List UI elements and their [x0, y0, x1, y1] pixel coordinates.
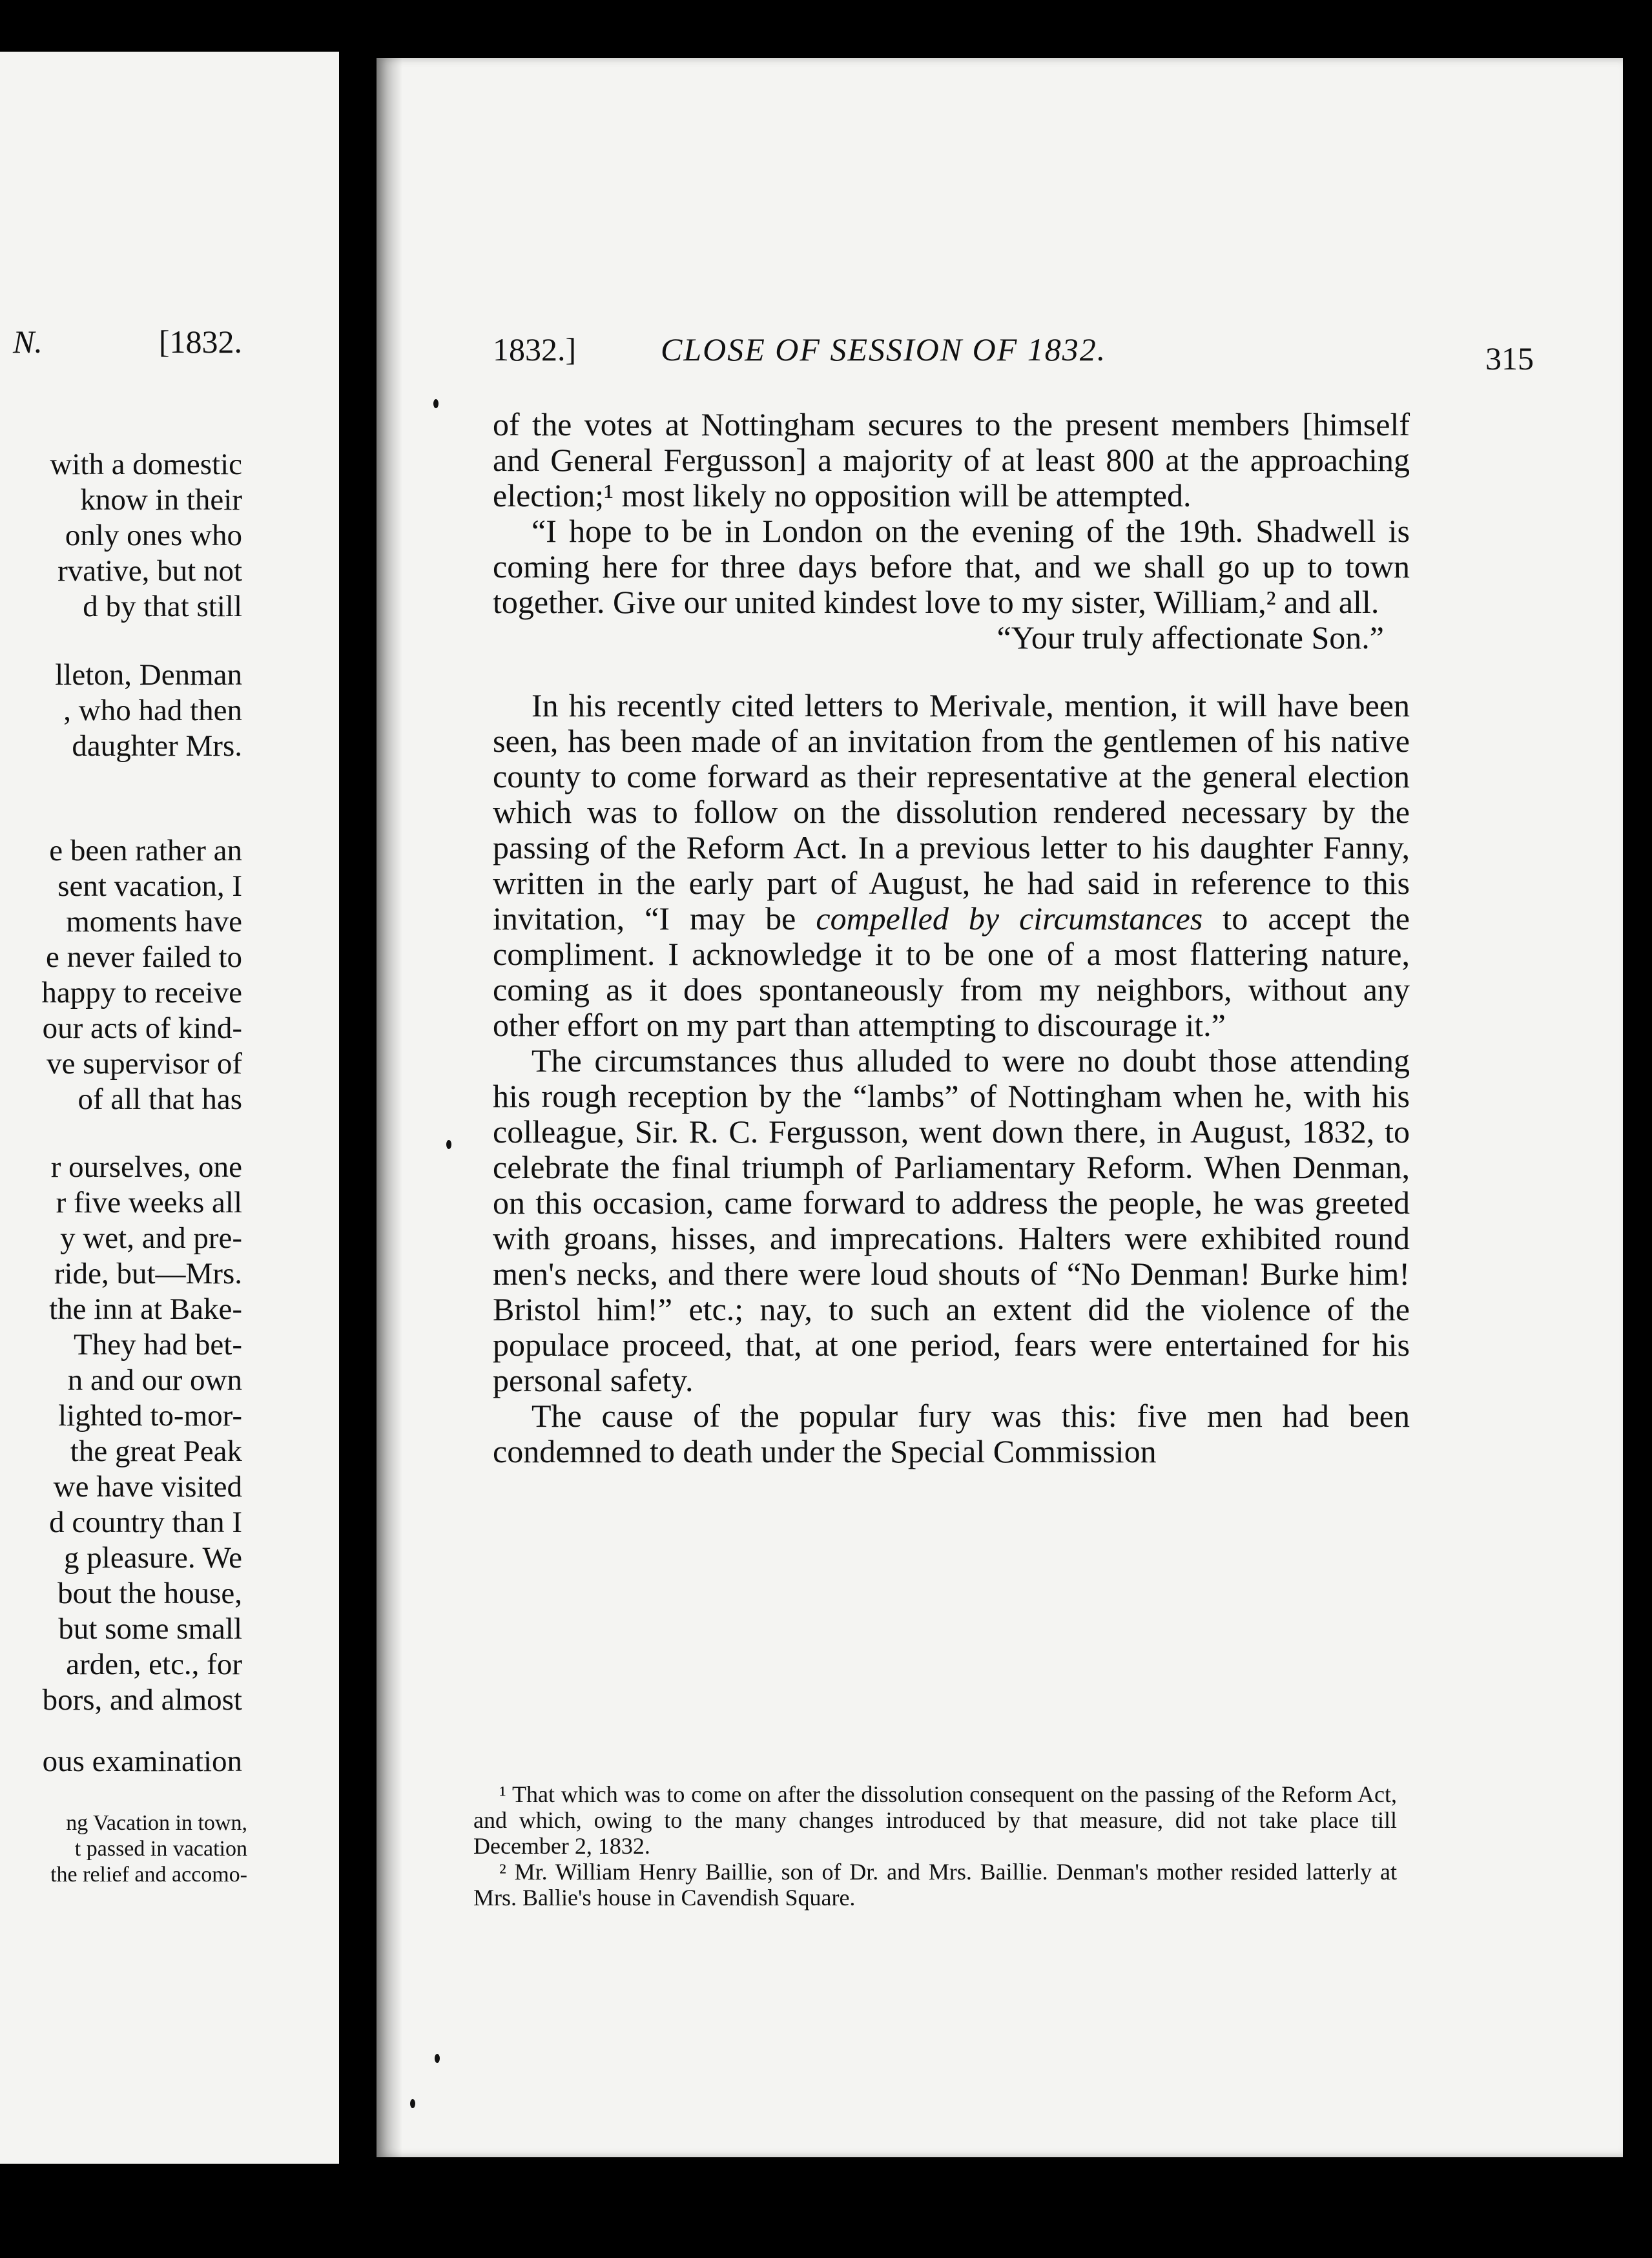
paragraph-invitation-part-2: to accept the compliment. I acknowledge it to be one of a most flattering nature, coming as it does spontaneously from my neighbors, without any other effort on my part than attempting to discourage it.”: [493, 900, 1410, 1043]
gutter-shadow: [377, 58, 402, 2157]
left-text-line: n and our own: [67, 1363, 242, 1397]
left-text-block-3: [0, 833, 339, 1117]
left-text-line: only ones who: [65, 519, 242, 552]
left-text-line: , who had then: [63, 694, 242, 727]
left-text-line: daughter Mrs.: [72, 729, 242, 763]
running-head: [493, 331, 1534, 382]
right-page: [377, 58, 1623, 2157]
paragraph-invitation-emphasis: compelled by circumstances: [816, 900, 1203, 937]
left-text-line: bors, and almost: [42, 1683, 242, 1717]
left-text-line: the relief and accomo-: [50, 1863, 247, 1887]
letter-paragraph: “I hope to be in London on the evening of the 19th. Shadwell is coming here for three days before that, and we shall go up to town together. Give our united kindest love to my sister, William,² and all.: [493, 513, 1410, 620]
page-number: 315: [1485, 340, 1534, 377]
left-header-title-fragment: N.: [13, 324, 43, 360]
left-text-line: ng Vacation in town,: [66, 1811, 247, 1835]
left-text-line: ous examination: [42, 1745, 242, 1778]
left-text-line: bout the house,: [57, 1577, 242, 1610]
left-text-line: happy to receive: [41, 976, 242, 1010]
left-text-line: our acts of kind-: [42, 1011, 242, 1045]
left-text-line: rvative, but not: [57, 554, 242, 588]
left-text-line: ride, but—Mrs.: [54, 1257, 242, 1290]
running-head-title: CLOSE OF SESSION OF 1832.: [661, 331, 1107, 368]
left-text-line: arden, etc., for: [66, 1648, 242, 1681]
paragraph-circumstances: The circumstances thus alluded to were no doubt those attending his rough reception by the “lambs” of Nottingham when he, with his colleague, Sir. R. C. Fergusson, went down there, in August, 1832, to celebrate the final triumph of Parliamentary Reform. When Denman, on this occasion, came forward to address the people, he was greeted with groans, hisses, and imprecations. Halters were exhibited round men's necks, and there were loud shouts of “No Denman! Burke him! Bristol him!” etc.; nay, to such an extent did the violence of the populace proceed, that, at one period, fears were entertained for his personal safety.: [493, 1042, 1410, 1398]
left-text-line: we have visited: [53, 1470, 242, 1504]
body-text: [493, 407, 1410, 1469]
left-text-line: the inn at Bake-: [49, 1292, 242, 1326]
left-text-line: lleton, Denman: [55, 658, 242, 692]
letter-signature: “Your truly affectionate Son.”: [996, 619, 1384, 656]
left-text-line: the great Peak: [70, 1435, 242, 1468]
left-text-line: g pleasure. We: [64, 1541, 242, 1575]
paragraph-invitation-part-1: In his recently cited letters to Merivale, mention, it will have been seen, has been made of an invitation from the gentlemen of his native county to come forward as their representative at the general election which was to follow on the dissolution rendered necessary by the passing of the Reform Act. In a previous letter to his daughter Fanny, written in the early part of August, he had said in reference to this invitation, “I may be: [493, 687, 1410, 937]
left-text-line: d by that still: [83, 590, 242, 623]
footnotes: [473, 1781, 1397, 1911]
left-text-line: e been rather an: [49, 834, 242, 867]
print-speck: [410, 2099, 415, 2108]
left-text-line: e never failed to: [45, 940, 242, 974]
left-text-line: sent vacation, I: [57, 869, 242, 903]
left-text-block-5: [0, 1744, 339, 1779]
running-head-year: 1832.]: [493, 331, 577, 368]
left-text-line: d country than I: [49, 1506, 242, 1539]
paragraph-cause: The cause of the popular fury was this: five men had been condemned to death under the Special Commission: [493, 1398, 1410, 1469]
left-text-line: t passed in vacation: [74, 1837, 247, 1861]
left-text-line: y wet, and pre-: [60, 1221, 242, 1255]
left-text-block-2: [0, 658, 339, 764]
left-text-line: know in their: [80, 483, 242, 517]
left-text-block-4: [0, 1150, 339, 1718]
left-text-line: lighted to-mor-: [58, 1399, 242, 1433]
paragraph-invitation: [493, 688, 1410, 1043]
left-text-line: with a domestic: [50, 448, 242, 481]
footnote-2: ² Mr. William Henry Baillie, son of Dr. and Mrs. Baillie. Denman's mother resided latterly at Mrs. Ballie's house in Cavendish Square.: [473, 1859, 1397, 1911]
left-text-line: of all that has: [77, 1082, 242, 1116]
left-text-line: They had bet-: [73, 1328, 242, 1362]
left-text-line: r ourselves, one: [50, 1150, 242, 1184]
left-header-year: [1832.: [158, 324, 242, 360]
left-page: [0, 52, 339, 2164]
left-text-line: ve supervisor of: [46, 1047, 242, 1081]
print-speck: [433, 399, 439, 408]
left-text-line: but some small: [58, 1612, 242, 1646]
left-running-head: [0, 323, 339, 368]
print-speck: [435, 2054, 440, 2063]
left-text-line: moments have: [66, 905, 242, 938]
left-text-line: r five weeks all: [56, 1186, 242, 1219]
left-text-block-1: [0, 447, 339, 625]
left-footnotes: [0, 1810, 339, 1888]
letter-continuation: of the votes at Nottingham secures to the present members [himself and General Fergusson] a majority of at least 800 at the approaching election;¹ most likely no opposition will be attempted.: [493, 406, 1410, 513]
footnote-1: ¹ That which was to come on after the dissolution consequent on the passing of the Reform Act, and which, owing to the many changes introduced by that measure, did not take place till December 2, 1832.: [473, 1781, 1397, 1859]
print-speck: [446, 1140, 451, 1149]
